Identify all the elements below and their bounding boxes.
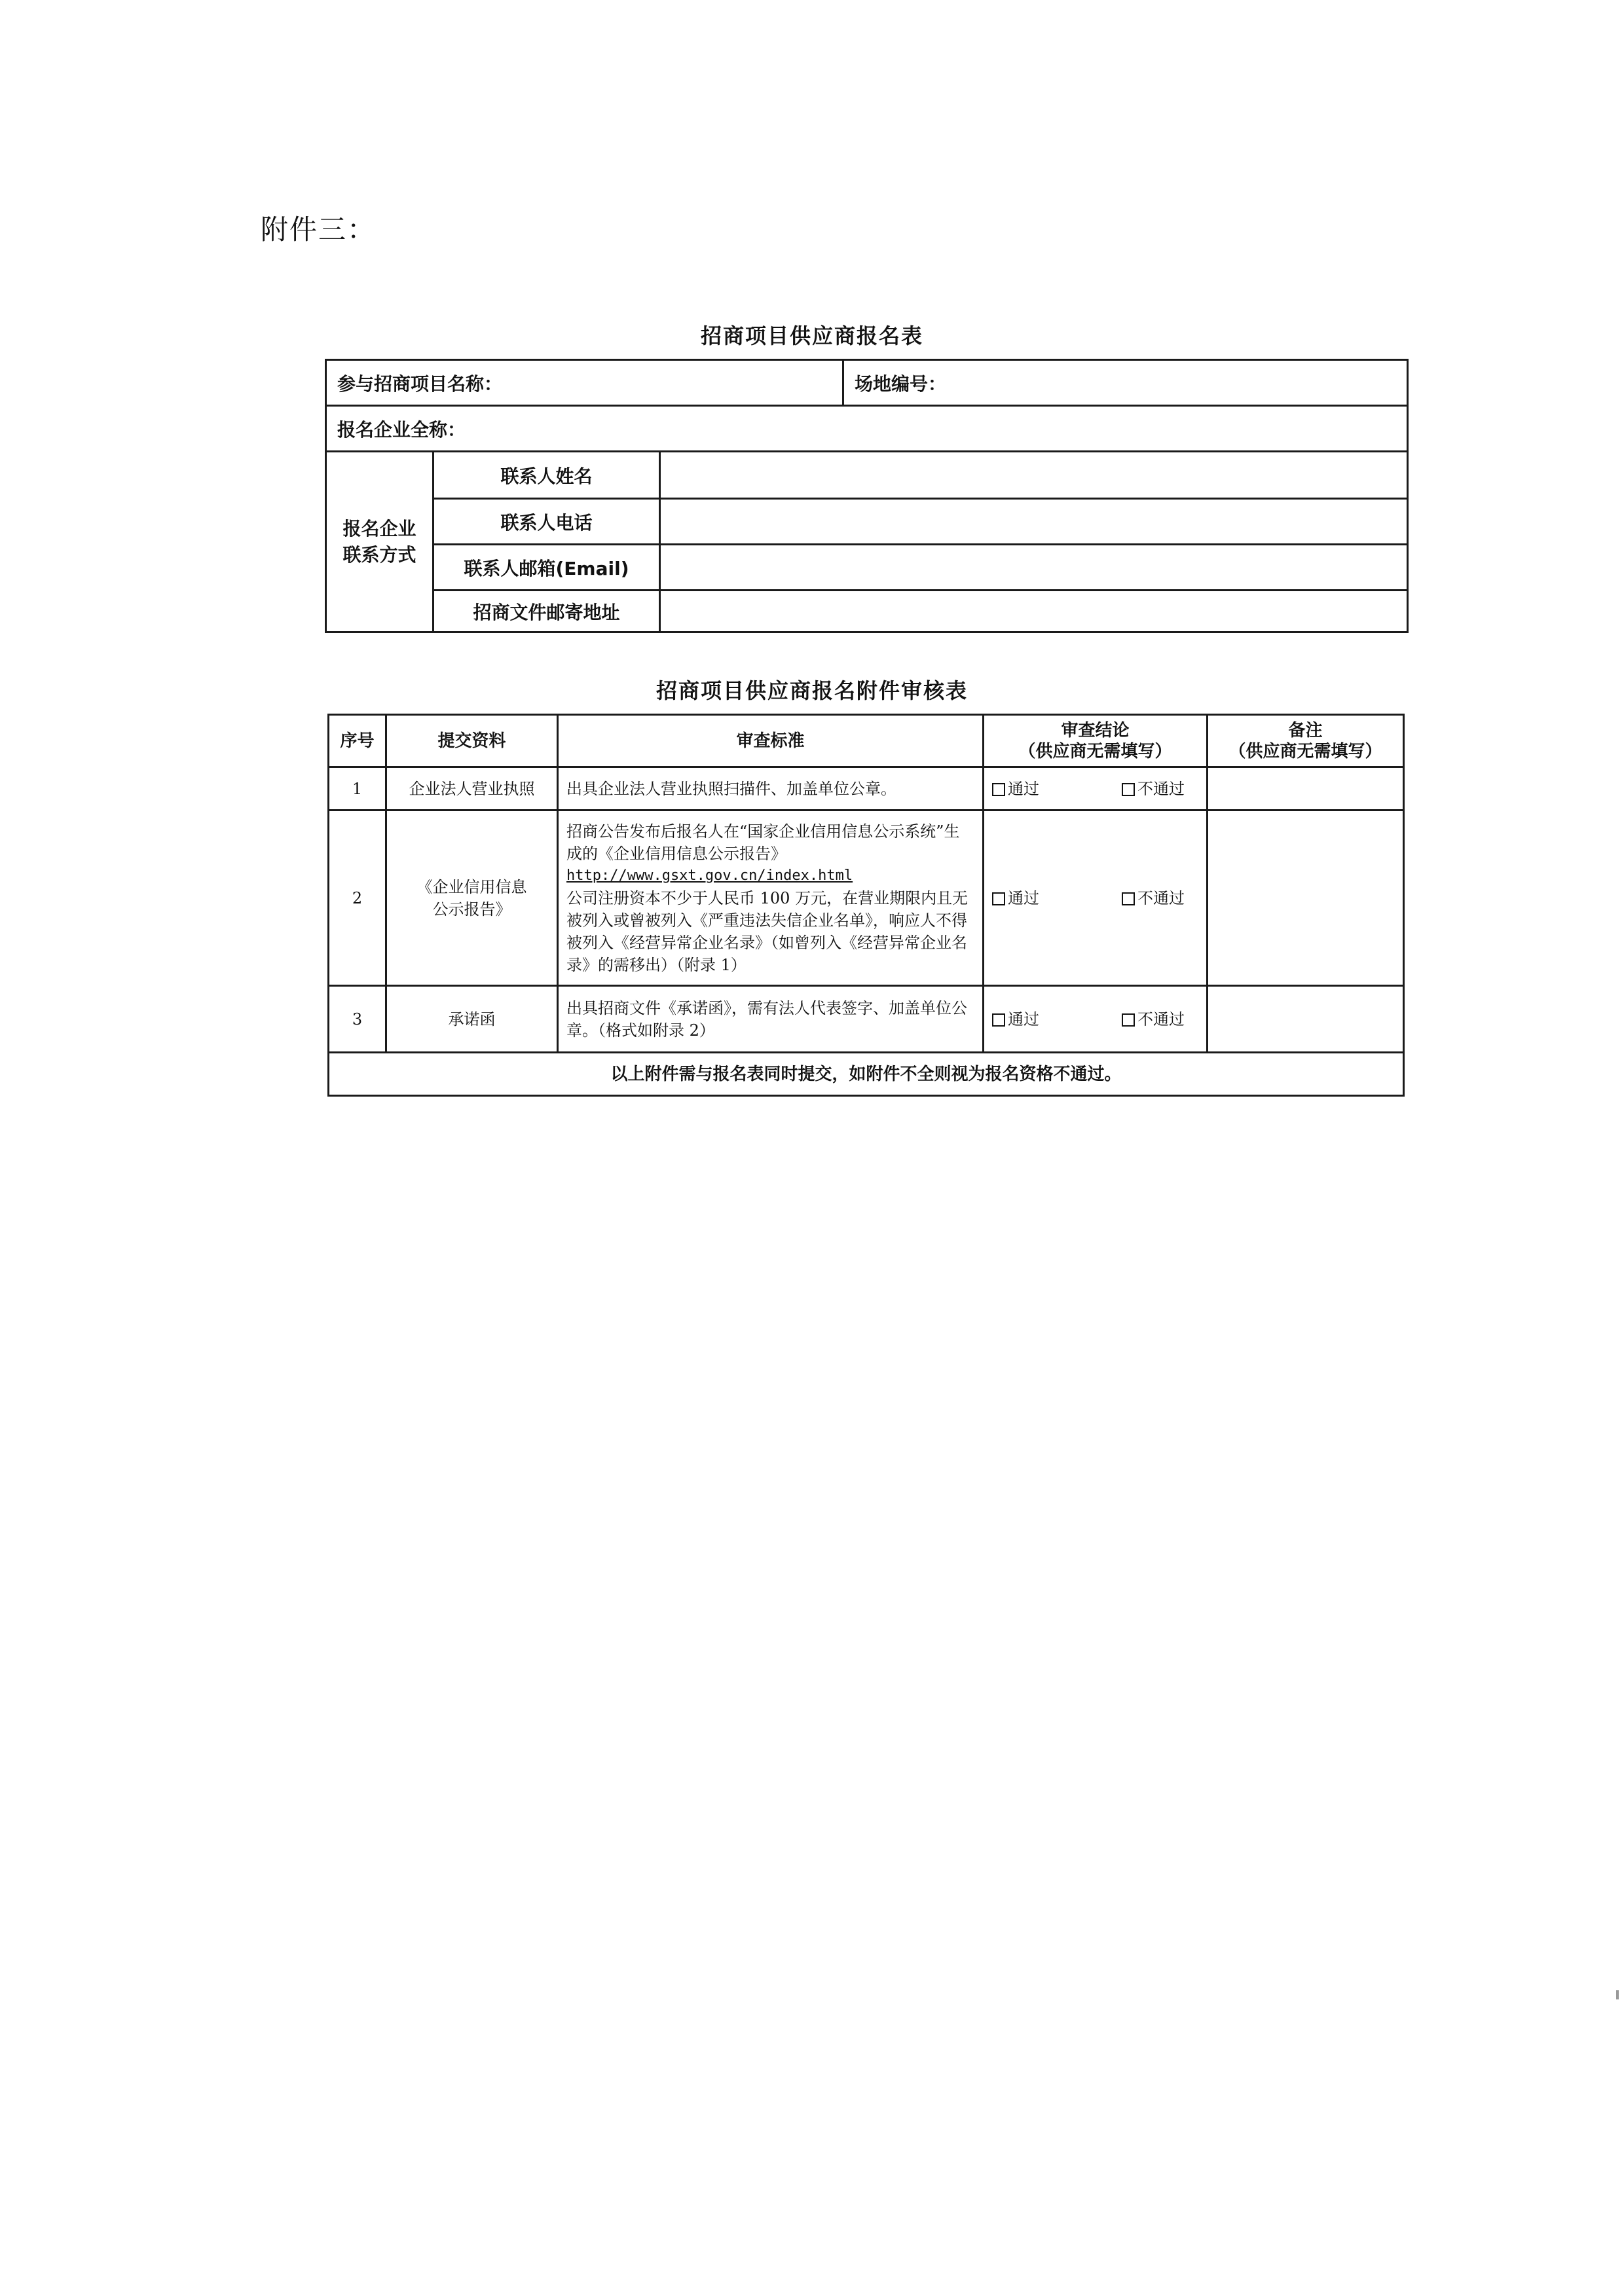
pass-option[interactable] — [992, 778, 1039, 800]
row-standard — [558, 986, 984, 1053]
contact-group-label: 报名企业联系方式 — [342, 517, 416, 566]
footer-note: 以上附件需与报名表同时提交，如附件不全则视为报名资格不通过。 — [329, 1053, 1404, 1096]
row-standard — [558, 811, 984, 986]
standard-line: 公司注册资本不少于人民币 100 万元，在营业期限内且无被列入或曾被列入《严重违法失信企业名单》，响应人不得被列入《经营异常企业名录》（如曾列入《经营异常企业名录》的需移出）（附录 1） — [566, 888, 969, 974]
site-number-label: 场地编号： — [855, 373, 947, 395]
row-remark[interactable] — [1208, 986, 1404, 1053]
pass-option[interactable] — [992, 1008, 1039, 1030]
row-conclusion — [984, 811, 1208, 986]
table-row — [329, 986, 1404, 1053]
registration-form-title: 招商项目供应商报名表 — [700, 323, 923, 348]
checkbox-icon[interactable] — [992, 1013, 1005, 1027]
header-remark — [1208, 715, 1404, 767]
fail-label: 不通过 — [1137, 779, 1185, 798]
header-remark-title: 备注 — [1288, 720, 1323, 740]
row-material — [386, 811, 558, 986]
checkbox-icon[interactable] — [1122, 1013, 1135, 1027]
checkbox-icon[interactable] — [992, 783, 1005, 796]
project-name-cell[interactable] — [326, 360, 843, 406]
header-conclusion-note: （供应商无需填写） — [1018, 741, 1172, 761]
contact-row — [326, 545, 1408, 591]
footer-row — [329, 1053, 1404, 1096]
review-form-title: 招商项目供应商报名附件审核表 — [655, 678, 968, 703]
standard-line: 招商公告发布后报名人在“国家企业信用信息公示系统”生成的《企业信用信息公示报告》 — [566, 822, 960, 863]
attachment-label: 附件三： — [261, 213, 377, 246]
pass-label: 通过 — [1008, 779, 1039, 798]
fail-option[interactable] — [1122, 778, 1185, 800]
contact-row — [326, 591, 1408, 632]
contact-email-label: 联系人邮箱(Email) — [434, 545, 660, 591]
fail-label: 不通过 — [1137, 888, 1185, 907]
contact-phone-label: 联系人电话 — [434, 499, 660, 545]
table-row — [329, 811, 1404, 986]
company-row — [326, 406, 1408, 452]
header-conclusion — [984, 715, 1208, 767]
row-conclusion — [984, 986, 1208, 1053]
pass-label: 通过 — [1008, 888, 1039, 907]
gsxt-link[interactable]: http://www.gsxt.gov.cn/index.html — [566, 867, 853, 884]
row-remark[interactable] — [1208, 767, 1404, 811]
registration-form-table — [325, 359, 1409, 633]
row-material: 承诺函 — [386, 986, 558, 1053]
contact-name-field[interactable] — [660, 452, 1408, 499]
row-material: 企业法人营业执照 — [386, 767, 558, 811]
review-form-table — [327, 714, 1405, 1097]
standard-line: 出具招商文件《承诺函》，需有法人代表签字、加盖单位公章。（格式如附录 2） — [566, 998, 967, 1040]
site-number-cell[interactable] — [843, 360, 1408, 406]
header-remark-note: （供应商无需填写） — [1228, 741, 1382, 761]
material-text: 《企业信用信息公示报告》 — [416, 877, 527, 919]
checkbox-icon[interactable] — [1122, 783, 1135, 796]
row-seq: 2 — [329, 811, 386, 986]
fail-option[interactable] — [1122, 887, 1185, 909]
standard-line: 出具企业法人营业执照扫描件、加盖单位公章。 — [566, 779, 896, 798]
table-row — [329, 767, 1404, 811]
checkbox-icon[interactable] — [1122, 892, 1135, 905]
row-seq: 1 — [329, 767, 386, 811]
header-material: 提交资料 — [386, 715, 558, 767]
project-name-label: 参与招商项目名称： — [337, 373, 503, 395]
pass-label: 通过 — [1008, 1010, 1039, 1029]
contact-group-cell — [326, 452, 434, 632]
contact-row — [326, 499, 1408, 545]
fail-label: 不通过 — [1137, 1010, 1185, 1029]
contact-email-field[interactable] — [660, 545, 1408, 591]
fail-option[interactable] — [1122, 1008, 1185, 1030]
review-header-row — [329, 715, 1404, 767]
row-seq: 3 — [329, 986, 386, 1053]
company-name-cell[interactable] — [326, 406, 1408, 452]
contact-name-label: 联系人姓名 — [434, 452, 660, 499]
mailing-address-field[interactable] — [660, 591, 1408, 632]
row-remark[interactable] — [1208, 811, 1404, 986]
header-conclusion-title: 审查结论 — [1061, 720, 1130, 740]
project-row — [326, 360, 1408, 406]
contact-phone-field[interactable] — [660, 499, 1408, 545]
row-standard — [558, 767, 984, 811]
pass-option[interactable] — [992, 887, 1039, 909]
contact-row — [326, 452, 1408, 499]
checkbox-icon[interactable] — [992, 892, 1005, 905]
scan-edge-mark — [1616, 1990, 1619, 1999]
row-conclusion — [984, 767, 1208, 811]
header-seq: 序号 — [329, 715, 386, 767]
company-name-label: 报名企业全称： — [337, 418, 466, 441]
header-standard: 审查标准 — [558, 715, 984, 767]
mailing-address-label: 招商文件邮寄地址 — [434, 591, 660, 632]
